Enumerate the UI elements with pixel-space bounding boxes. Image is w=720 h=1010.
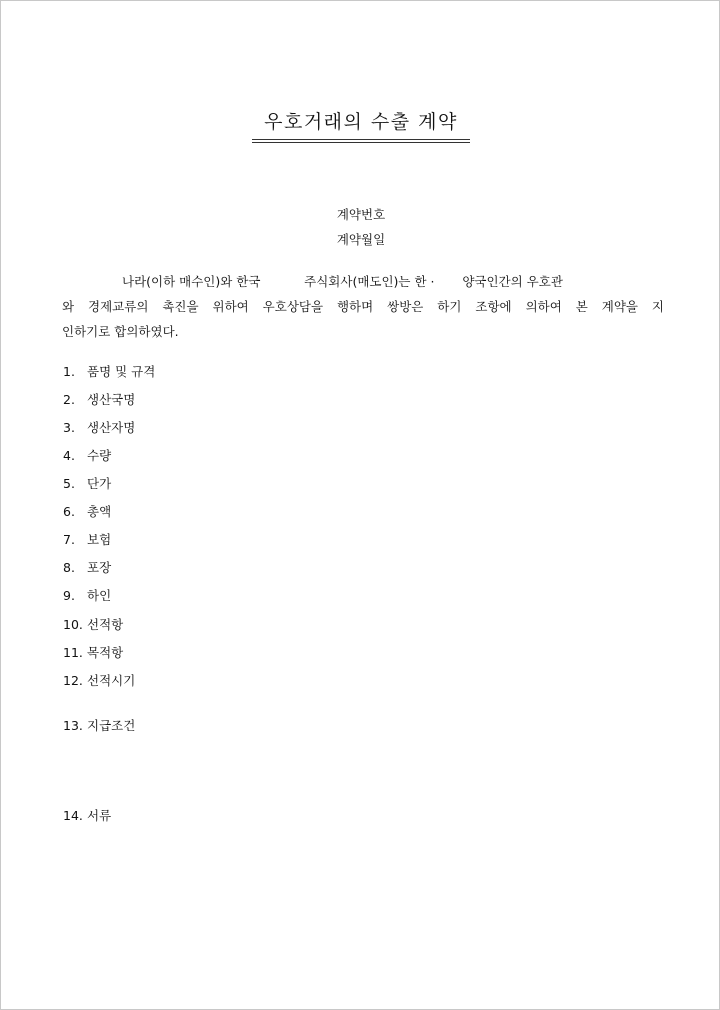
clause-number: 13. [63,718,83,733]
contract-date-label: 계약월일 [336,232,386,247]
clause-item [63,362,155,380]
clause-label: 하인 [87,588,112,603]
clause-item [63,446,111,464]
clause-item [63,586,111,604]
clause-item [63,474,111,492]
clause-item [63,643,123,661]
clause-item [63,671,135,689]
clause-label: 지급조건 [87,718,136,733]
title-underline-double [252,142,470,143]
intro-line-3: 인하기로 합의하였다. [62,324,179,339]
clause-item [63,558,111,576]
clause-item [63,806,111,824]
clause-label: 단가 [87,476,112,491]
title-underline [252,139,470,140]
clause-label: 생산자명 [87,420,136,435]
clause-number: 14. [63,808,83,823]
clause-label: 품명 및 규격 [87,364,156,379]
clause-number: 3. [63,420,75,435]
clause-label: 보험 [87,532,112,547]
contract-number-label: 계약번호 [336,207,386,222]
intro-line-1: 나라(이하 매수인)와 한국 주식회사(매도인)는 한 · 양국인간의 우호관 [122,274,563,289]
clause-label: 포장 [87,560,112,575]
clause-label: 선적시기 [87,673,136,688]
clause-label: 서류 [87,808,112,823]
clause-number: 1. [63,364,75,379]
clause-label: 선적항 [87,617,124,632]
intro-line-2: 와 경제교류의 촉진을 위하여 우호상담을 행하며 쌍방은 하기 조항에 의하여 본 계약을 지 [62,299,664,314]
clause-number: 4. [63,448,75,463]
clause-item [63,615,123,633]
clause-label: 목적항 [87,645,124,660]
clause-number: 10. [63,617,83,632]
clause-label: 수량 [87,448,112,463]
intro-paragraph [62,269,664,344]
clause-number: 11. [63,645,83,660]
clause-number: 7. [63,532,75,547]
clause-label: 총액 [87,504,112,519]
clause-label: 생산국명 [87,392,136,407]
clause-number: 2. [63,392,75,407]
clause-item [63,390,135,408]
clause-number: 8. [63,560,75,575]
clause-number: 6. [63,504,75,519]
clause-item [63,502,111,520]
clause-number: 5. [63,476,75,491]
clause-item [63,530,111,548]
document-title: 우호거래의 수출 계약 [264,111,458,133]
clause-item [63,418,135,436]
clause-number: 9. [63,588,75,603]
clause-item [63,716,135,734]
clause-number: 12. [63,673,83,688]
